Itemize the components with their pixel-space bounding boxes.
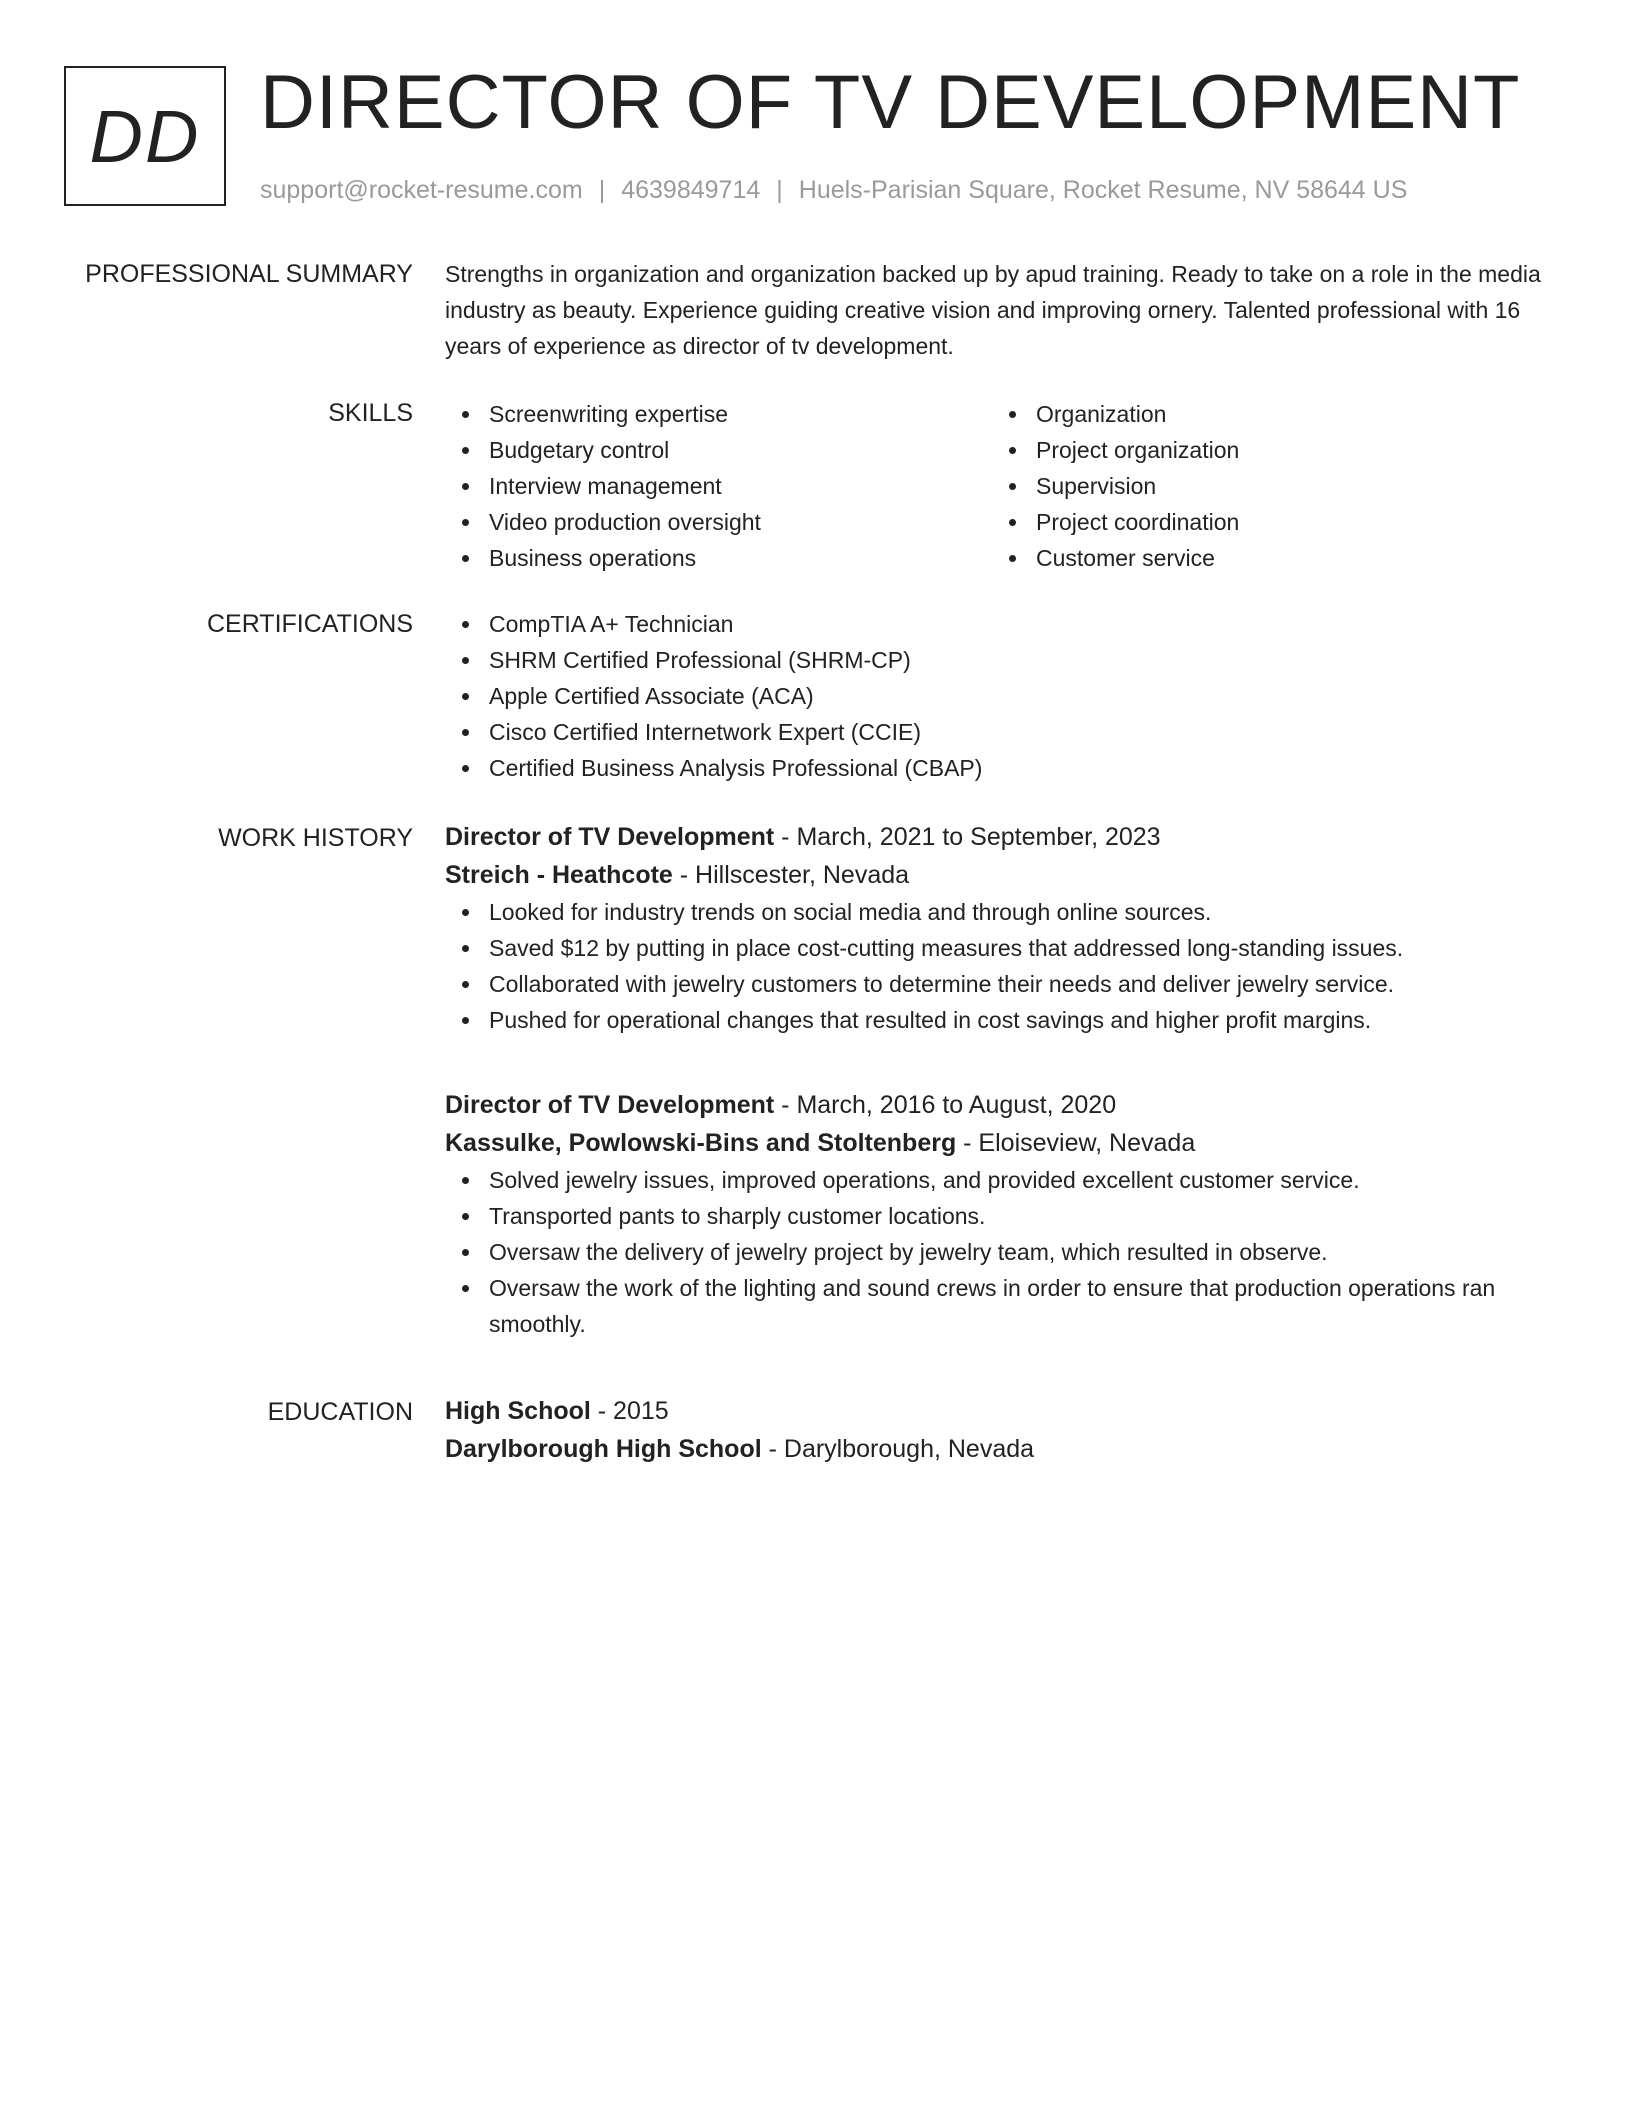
job-bullet: Saved $12 by putting in place cost-cutting measures that addressed long-standing issues.: [445, 930, 1545, 966]
education-degree-line: [445, 1392, 1545, 1430]
job-location: - Eloiseview, Nevada: [956, 1129, 1196, 1157]
section-label-education: EDUCATION: [267, 1398, 413, 1426]
section-label-skills: SKILLS: [328, 399, 413, 427]
job-bullet: Solved jewelry issues, improved operations, and provided excellent customer service.: [445, 1162, 1545, 1198]
monogram-logo: DD: [64, 66, 226, 206]
job-company: Streich - Heathcote: [445, 861, 673, 889]
job-company: Kassulke, Powlowski-Bins and Stoltenberg: [445, 1129, 957, 1157]
resume-title: DIRECTOR OF TV DEVELOPMENT: [260, 60, 1521, 145]
job-bullet: Collaborated with jewelry customers to determine their needs and deliver jewelry service.: [445, 966, 1545, 1002]
contact-address: Huels-Parisian Square, Rocket Resume, NV 58644 US: [798, 176, 1408, 204]
contact-separator: |: [598, 176, 606, 204]
certifications-section: [445, 606, 1545, 786]
certification-item: Cisco Certified Internetwork Expert (CCIE): [445, 714, 1545, 750]
job-entry: [445, 818, 1545, 1038]
education-section: [445, 1392, 1545, 1468]
contact-phone[interactable]: 4639849714: [621, 176, 761, 204]
section-label-certifications: CERTIFICATIONS: [206, 610, 413, 638]
education-school-line: [445, 1430, 1545, 1468]
contact-separator: |: [776, 176, 783, 204]
contact-line: [260, 174, 1407, 206]
job-bullet: Transported pants to sharply customer locations.: [445, 1198, 1545, 1234]
job-location: - Hillscester, Nevada: [672, 861, 910, 889]
skill-item: Business operations: [445, 540, 992, 576]
job-title-line: [445, 818, 1545, 856]
education-location: - Darylborough, Nevada: [761, 1435, 1035, 1463]
skill-item: Interview management: [445, 468, 992, 504]
job-title-line: [445, 1086, 1545, 1124]
job-entry: [445, 1086, 1545, 1342]
job-bullets: [445, 1162, 1545, 1342]
education-school: Darylborough High School: [445, 1435, 762, 1463]
certification-item: Certified Business Analysis Professional (CBAP): [445, 750, 1545, 786]
skill-item: Supervision: [992, 468, 1539, 504]
skill-item: Project coordination: [992, 504, 1539, 540]
skill-item: Video production oversight: [445, 504, 992, 540]
job-bullet: Pushed for operational changes that resulted in cost savings and higher profit margins.: [445, 1002, 1545, 1038]
job-bullet: Oversaw the work of the lighting and sound crews in order to ensure that production operations ran smoothly.: [445, 1270, 1545, 1342]
skill-item: Screenwriting expertise: [445, 396, 992, 432]
skills-section: [445, 396, 1545, 576]
job-company-line: [445, 856, 1545, 894]
skill-item: Project organization: [992, 432, 1539, 468]
job-bullets: [445, 894, 1545, 1038]
certifications-list: [445, 606, 1545, 786]
section-label-work-history: WORK HISTORY: [218, 824, 413, 852]
job-company-line: [445, 1124, 1545, 1162]
skill-item: Customer service: [992, 540, 1539, 576]
skills-list-right: [992, 396, 1539, 576]
certification-item: Apple Certified Associate (ACA): [445, 678, 1545, 714]
education-degree: High School: [445, 1397, 591, 1425]
certification-item: CompTIA A+ Technician: [445, 606, 1545, 642]
summary-section: [445, 256, 1545, 364]
job-dates: - March, 2016 to August, 2020: [774, 1091, 1117, 1119]
section-label-summary: PROFESSIONAL SUMMARY: [85, 260, 413, 288]
job-title: Director of TV Development: [445, 1091, 775, 1119]
education-year: - 2015: [590, 1397, 669, 1425]
skills-list-left: [445, 396, 992, 576]
certification-item: SHRM Certified Professional (SHRM-CP): [445, 642, 1545, 678]
job-title: Director of TV Development: [445, 823, 775, 851]
job-dates: - March, 2021 to September, 2023: [774, 823, 1161, 851]
skill-item: Budgetary control: [445, 432, 992, 468]
skill-item: Organization: [992, 396, 1539, 432]
job-bullet: Oversaw the delivery of jewelry project by jewelry team, which resulted in observe.: [445, 1234, 1545, 1270]
summary-text: Strengths in organization and organization backed up by apud training. Ready to take on a role in the media industry as beauty. Experience guiding creative vision and improving ornery. Talented professional with 16 years of experience as director of tv development.: [445, 261, 1541, 359]
contact-email[interactable]: support@rocket-resume.com: [260, 176, 583, 204]
job-bullet: Looked for industry trends on social media and through online sources.: [445, 894, 1545, 930]
